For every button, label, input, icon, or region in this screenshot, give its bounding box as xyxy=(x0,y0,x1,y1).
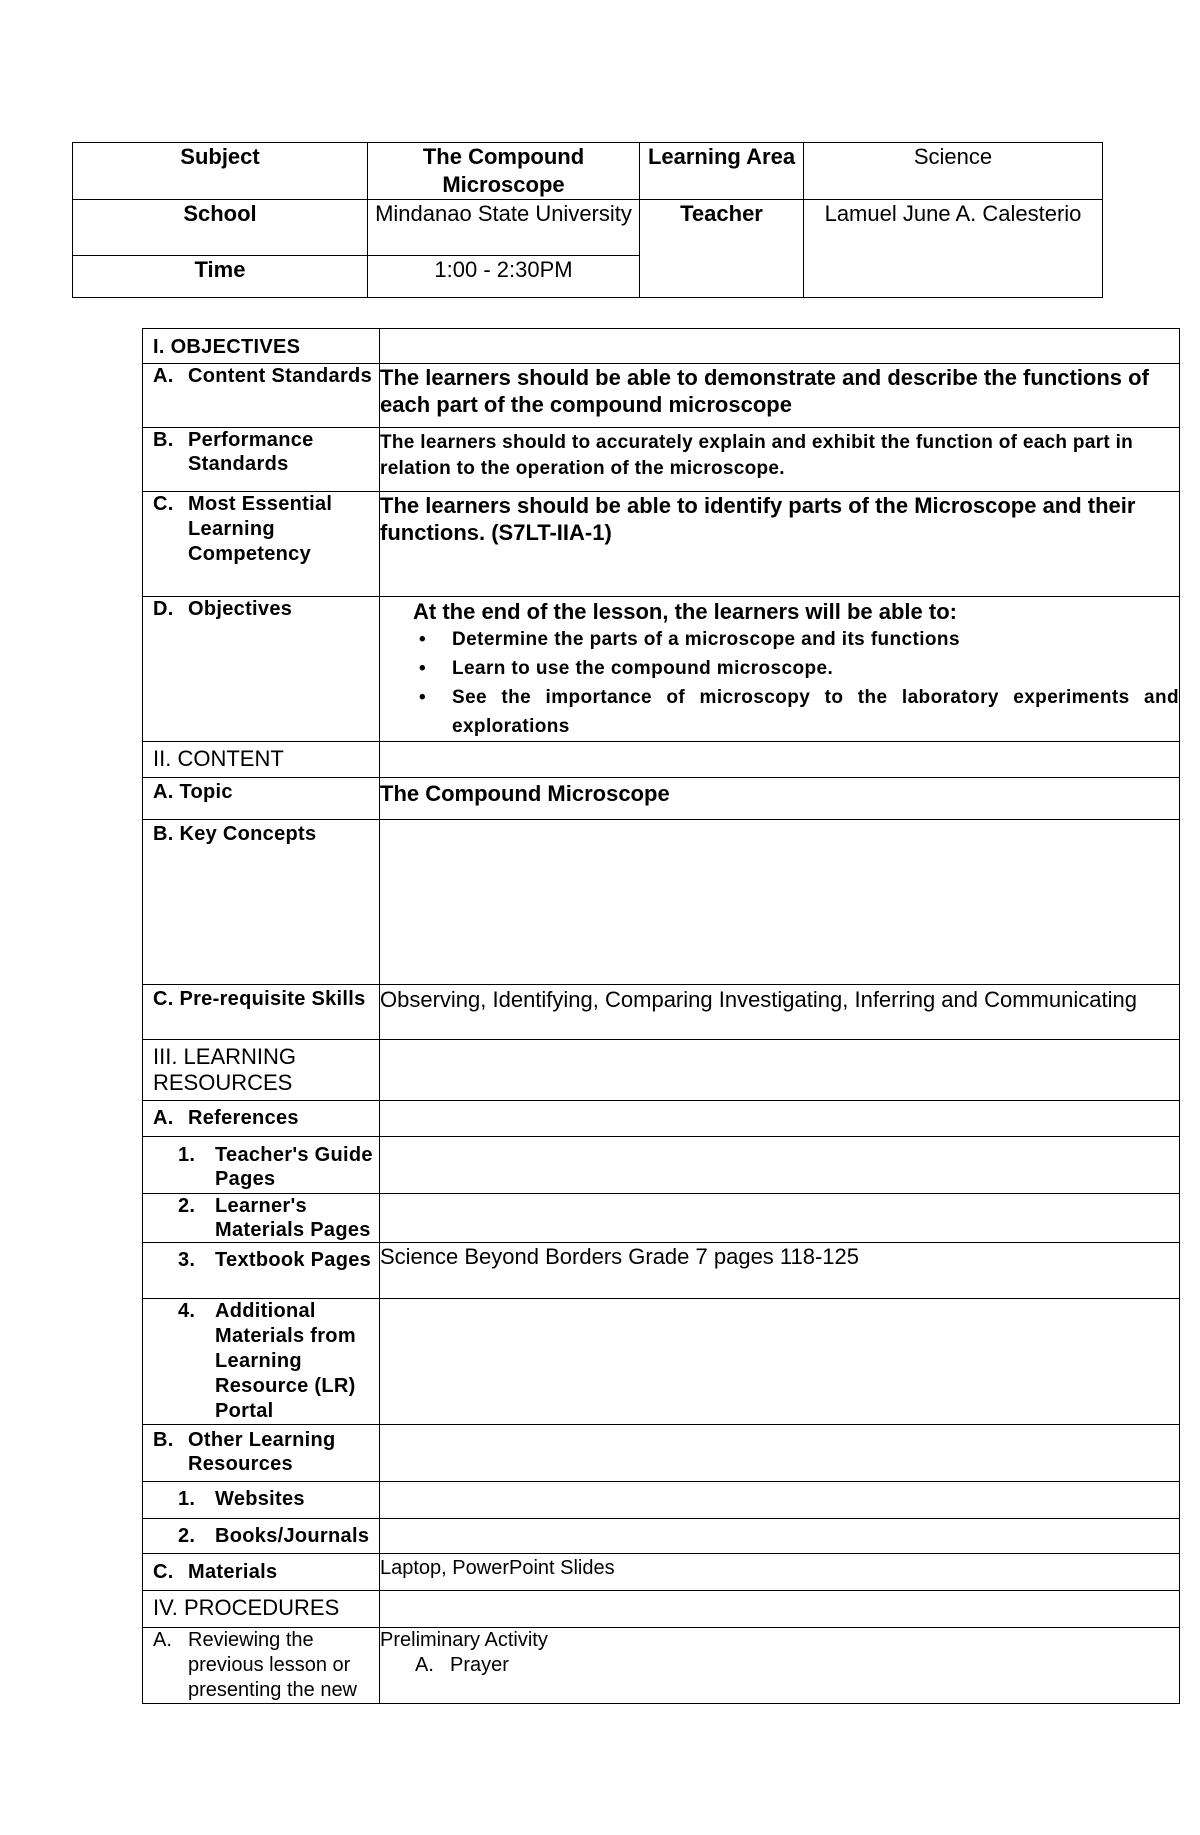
table-row: 3. Textbook Pages Science Beyond Borders Grade 7 pages 118-125 xyxy=(143,1243,1180,1299)
school-label: School xyxy=(73,200,368,256)
review-row: A. Reviewing the previous lesson or presenting the new Preliminary Activity A. Prayer xyxy=(143,1628,1180,1704)
other-resources-label: Other Learning Resources xyxy=(188,1429,336,1475)
table-row: 2. Books/Journals xyxy=(143,1519,1180,1554)
objectives-header-row xyxy=(143,329,1180,364)
websites-label: Websites xyxy=(215,1488,305,1510)
materials-label: Materials xyxy=(188,1561,278,1583)
school-value: Mindanao State University xyxy=(368,200,640,256)
content-standards-label: Content Standards xyxy=(188,365,372,387)
objectives-list xyxy=(380,625,1179,741)
prereq-label: C. Pre-requisite Skills xyxy=(143,985,380,1040)
content-standards-row xyxy=(143,364,1180,428)
subject-label: Subject xyxy=(73,143,368,200)
materials-value: Laptop, PowerPoint Slides xyxy=(380,1554,1180,1591)
performance-standards-row xyxy=(143,428,1180,492)
materials-row xyxy=(143,1554,1180,1591)
bullet-icon: • xyxy=(418,687,426,708)
melc-marker: C. xyxy=(153,493,174,515)
melc-row xyxy=(143,492,1180,597)
teachers-guide-label: Teacher's Guide Pages xyxy=(215,1144,373,1190)
content-header-row xyxy=(143,742,1180,778)
table-row: 1. Teacher's Guide Pages xyxy=(143,1137,1180,1194)
header-table xyxy=(72,142,1103,298)
content-title: II. CONTENT xyxy=(143,742,380,778)
list-item: • Determine the parts of a microscope and its functions xyxy=(380,625,1179,654)
performance-standards-label: Performance Standards xyxy=(188,429,314,475)
references-marker: A. xyxy=(153,1107,174,1129)
learners-materials-label: Learner's Materials Pages xyxy=(215,1195,371,1241)
table-row: 2. Learner's Materials Pages xyxy=(143,1194,1180,1243)
materials-marker: C. xyxy=(153,1561,174,1583)
content-standards-marker: A. xyxy=(153,365,174,387)
learning-area-label: Learning Area xyxy=(640,143,804,200)
subject-value: The Compound Microscope xyxy=(368,143,640,200)
resources-title: III. LEARNING RESOURCES xyxy=(143,1040,380,1101)
list-item: • Learn to use the compound microscope. xyxy=(380,654,1179,683)
specific-objectives-row xyxy=(143,597,1180,742)
bullet-icon: • xyxy=(418,658,426,679)
objectives-label: Objectives xyxy=(188,598,293,620)
prayer-item: Prayer xyxy=(450,1654,509,1676)
prereq-row xyxy=(143,985,1180,1040)
content-standards-value: The learners should be able to demonstrate and describe the functions of each part of the compound microscope xyxy=(380,364,1180,428)
other-resources-row xyxy=(143,1425,1180,1482)
other-resources-marker: B. xyxy=(153,1429,174,1451)
time-value: 1:00 - 2:30PM xyxy=(368,256,640,298)
procedures-title: IV. PROCEDURES xyxy=(143,1591,380,1628)
resources-header-row xyxy=(143,1040,1180,1101)
melc-label: Most Essential Learning Competency xyxy=(188,493,333,565)
objectives-marker: D. xyxy=(153,598,174,620)
teacher-value: Lamuel June A. Calesterio xyxy=(804,200,1103,298)
references-row xyxy=(143,1101,1180,1137)
list-item: • See the importance of microscopy to the laboratory experiments and xyxy=(380,683,1179,712)
key-concepts-row xyxy=(143,820,1180,985)
performance-standards-value: The learners should to accurately explain and exhibit the function of each part in relation to the operation of the microscope. xyxy=(380,428,1180,492)
procedures-header-row xyxy=(143,1591,1180,1628)
lesson-plan-table xyxy=(142,328,1180,1704)
textbook-pages-label: Textbook Pages xyxy=(215,1249,372,1271)
key-concepts-label: B. Key Concepts xyxy=(143,820,380,985)
review-marker: A. xyxy=(153,1629,172,1651)
teacher-label: Teacher xyxy=(640,200,804,298)
list-item-continuation: explorations xyxy=(452,716,570,737)
table-row: 4. Additional Materials from Learning Resource (LR) Portal xyxy=(143,1299,1180,1425)
references-label: References xyxy=(188,1107,299,1129)
performance-standards-marker: B. xyxy=(153,429,174,451)
melc-value: The learners should be able to identify parts of the Microscope and their functions. (S7LT-IIA-1) xyxy=(380,492,1180,597)
textbook-pages-value: Science Beyond Borders Grade 7 pages 118-125 xyxy=(380,1243,1180,1299)
prereq-value: Observing, Identifying, Comparing Investigating, Inferring and Communicating xyxy=(380,985,1180,1040)
preliminary-activity-title: Preliminary Activity xyxy=(380,1629,548,1651)
review-label: Reviewing the previous lesson or presenting the new xyxy=(188,1629,358,1701)
topic-label: A. Topic xyxy=(143,778,380,820)
table-row: 1. Websites xyxy=(143,1482,1180,1519)
topic-value: The Compound Microscope xyxy=(380,778,1180,820)
additional-materials-label: Additional Materials from Learning Resource (LR) Portal xyxy=(215,1300,356,1422)
objectives-title: I. OBJECTIVES xyxy=(143,329,380,364)
topic-row xyxy=(143,778,1180,820)
objectives-intro: At the end of the lesson, the learners will be able to: xyxy=(413,599,957,624)
learning-area-value: Science xyxy=(804,143,1103,200)
time-label: Time xyxy=(73,256,368,298)
books-journals-label: Books/Journals xyxy=(215,1525,370,1547)
bullet-icon: • xyxy=(418,629,426,650)
